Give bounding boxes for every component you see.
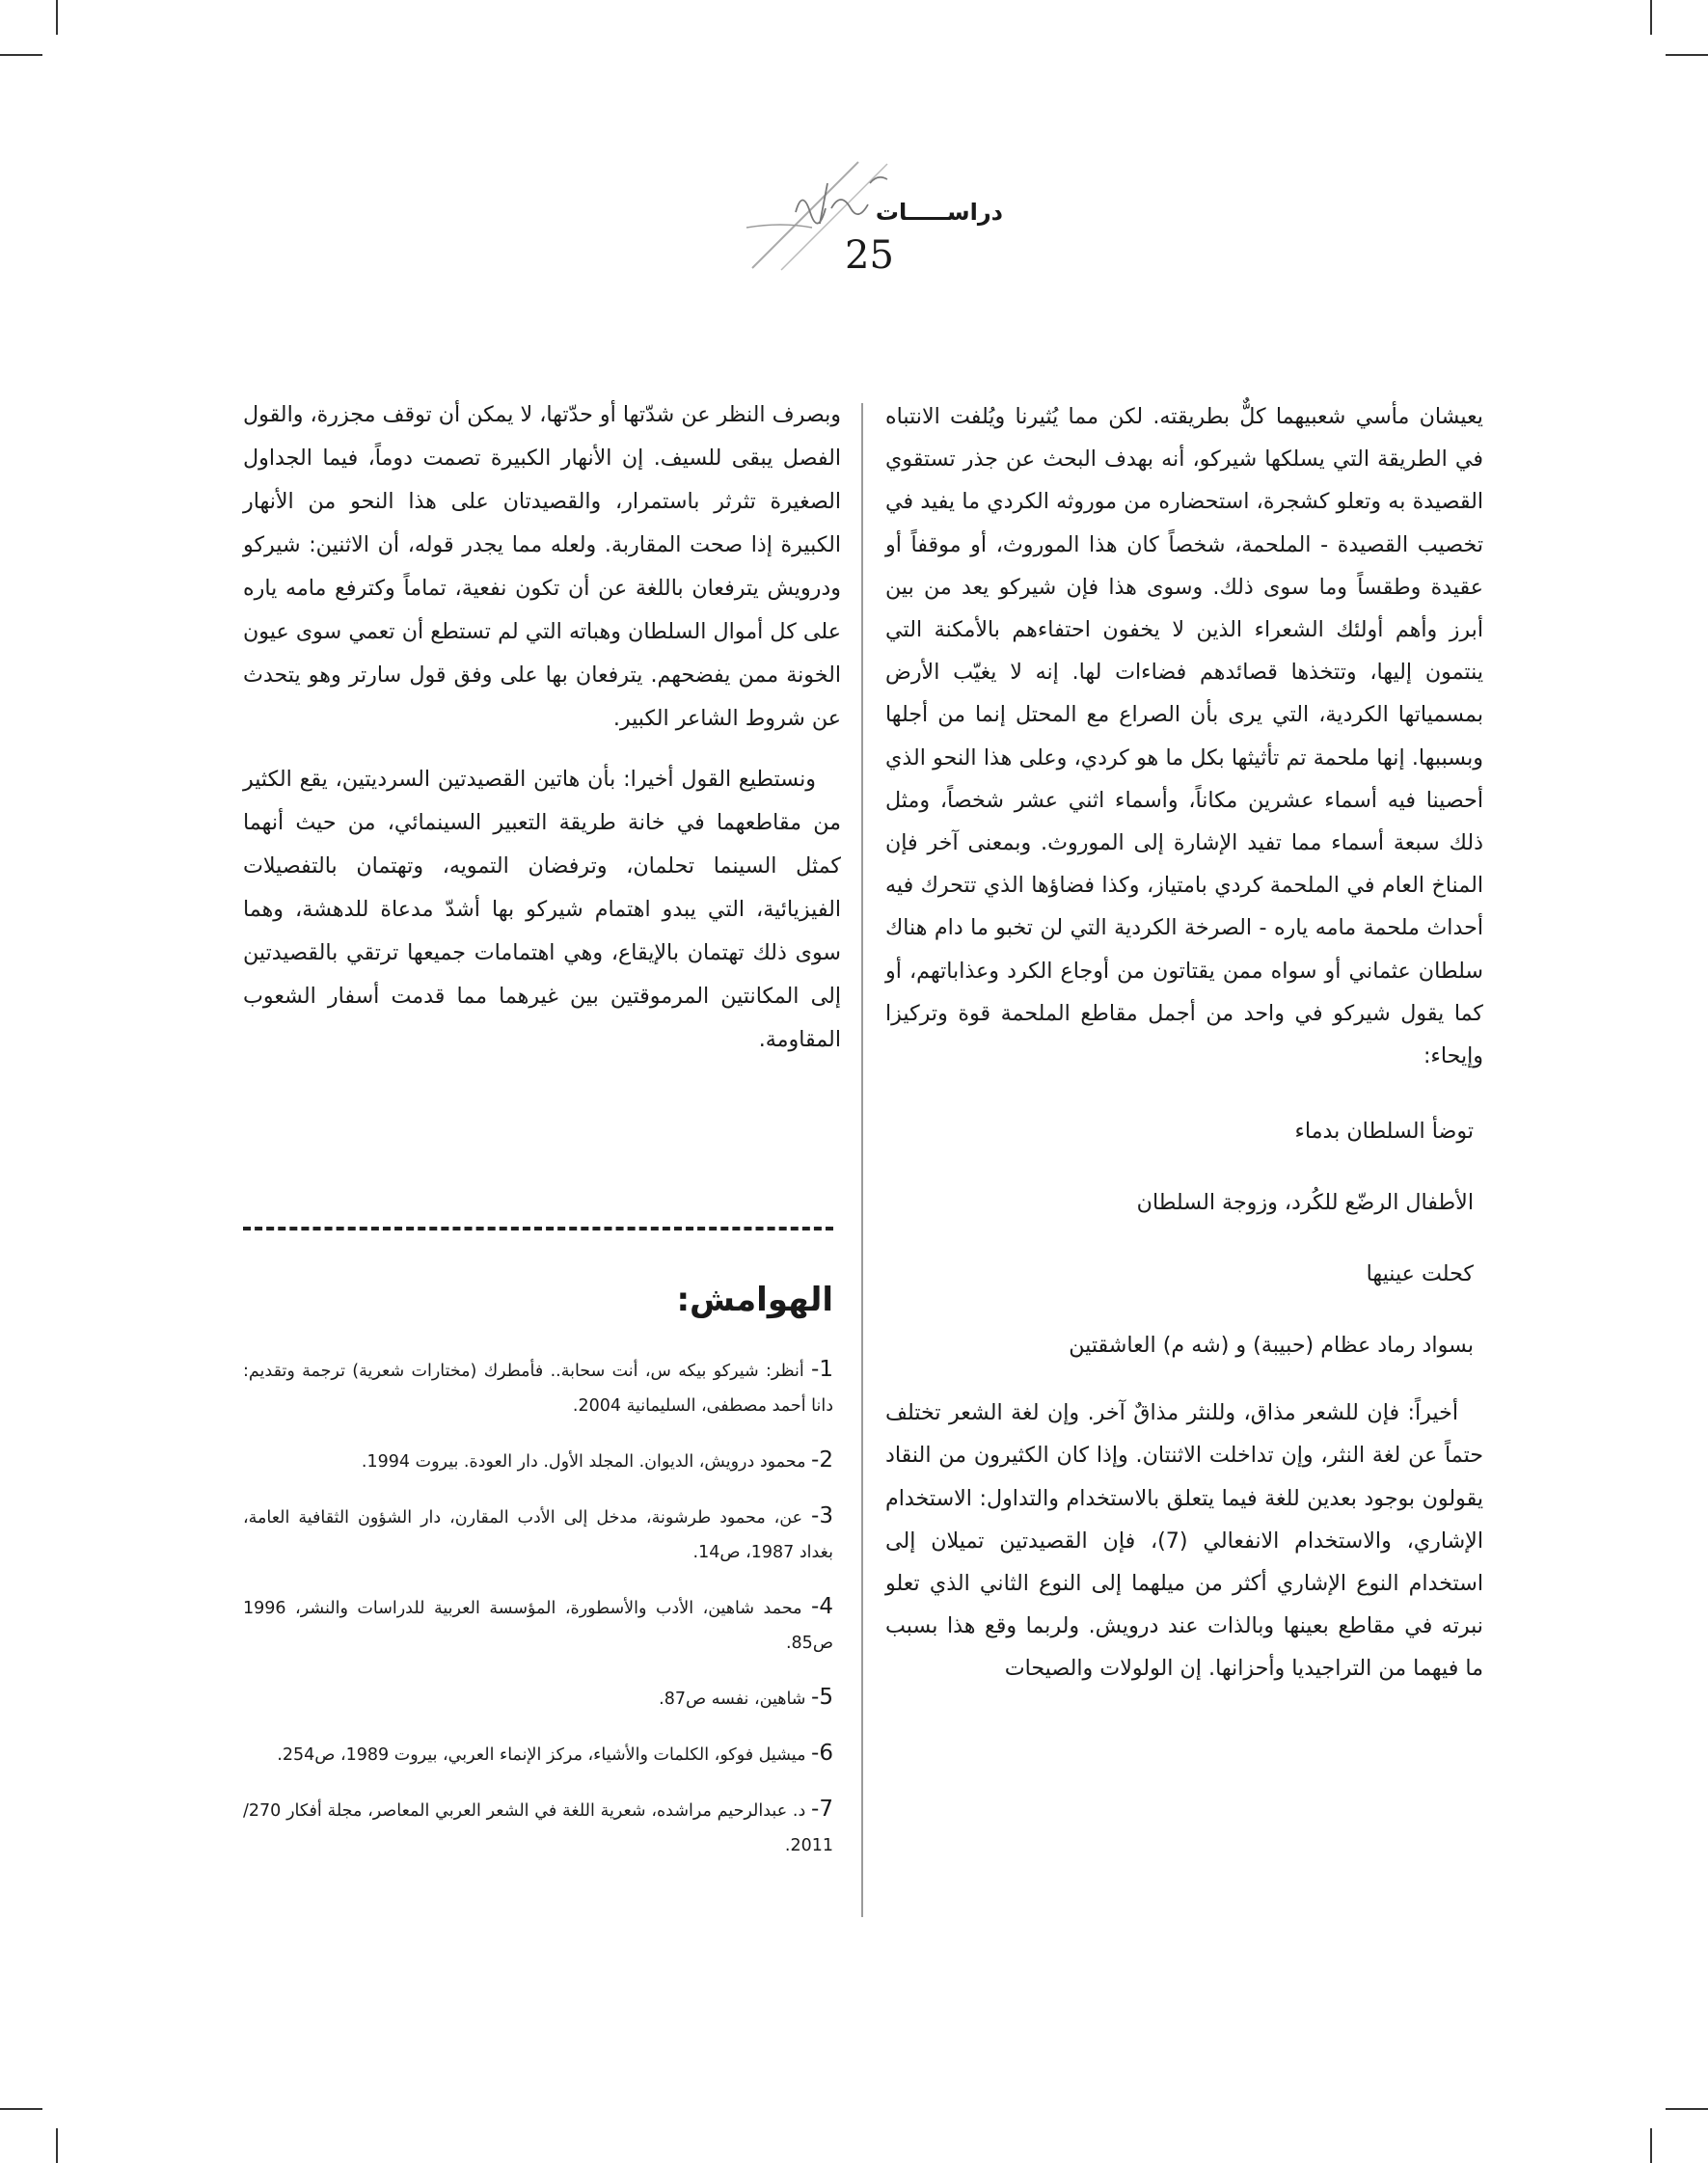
footnote [243, 1589, 833, 1661]
footnote-text: شاهين، نفسه ص87. [659, 1690, 806, 1709]
crop-mark [56, 2128, 58, 2163]
poem-line: كحلت عينيها [1366, 1261, 1474, 1287]
footnote-number: 4- [811, 1594, 833, 1619]
crop-mark [0, 54, 42, 56]
body-paragraph: أخيراً: فإن للشعر مذاق، وللنثر مذاقٌ آخر. وإن لغة الشعر تختلف حتماً عن لغة النثر، وإن تداخلت الاثنتان. وإذا كان الكثيرون من النقاد يقولون بوجود بعدين للغة فيما يتعلق بالاستخدام والتداول: الاستخدام الإشاري، والاستخدام الانفعالي (7)، فإن القصيدتين تميلان إلى استخدام النوع الإشاري أكثر من ميلهما إلى النوع الثاني الذي تعلو نبرته في مقاطع بعينها وبالذات عند درويش. ولربما وقع هذا بسبب ما فيهما من التراجيديا وأحزانها. إن الولولات والصيحات [885, 1400, 1483, 1682]
poem-line: بسواد رماد عظام (حبيبة) و (شه م) العاشقتين [1069, 1333, 1474, 1359]
right-column [885, 395, 1483, 1690]
body-paragraph: يعيشان مأسي شعبيهما كلٌّ بطريقته. لكن مما يُثيرنا ويُلفت الانتباه في الطريقة التي يسلكها شيركو، أنه بهدف البحث عن جذر تستقوي القصيدة به وتعلو كشجرة، استحضاره من موروثه الكردي ما يفيد في تخصيب القصيدة - الملحمة، شخصاً كان هذا الموروث، أو موقفاً أو عقيدة وطقساً وما سوى ذلك. وسوى هذا فإن شيركو يعد من بين أبرز وأهم أولئك الشعراء الذين لا يخفون احتفاءهم بالأمكنة التي ينتمون إليها، وتتخذها قصائدهم فضاءات لها. إنه لا يغيّب الأرض بمسمياتها الكردية، التي يرى بأن الصراع مع المحتل إنما من أجلها وبسببها. إنها ملحمة تم تأثيثها بكل ما هو كردي، وعلى هذا النحو الذي أحصينا فيه أسماء عشرين مكاناً، وأسماء اثني عشر شخصاً، ومثل ذلك سبعة أسماء مما تفيد الإشارة إلى الموروث. وبمعنى آخر فإن المناخ العام في الملحمة كردي بامتياز، وكذا فضاؤها الذي تتحرك فيه أحداث ملحمة مامه ياره - الصرخة الكردية التي لن تخبو ما دام هناك سلطان عثماني أو سواه ممن يقتاتون من أوجاع الكرد وعذاباتهم، أو كما يقول شيركو في واحد من أجمل مقاطع الملحمة قوة وتركيزا وإيحاء: [885, 404, 1483, 1069]
crop-mark [1650, 2128, 1652, 2163]
body-paragraph: وبصرف النظر عن شدّتها أو حدّتها، لا يمكن أن توقف مجزرة، والقول الفصل يبقى للسيف. إن الأنهار الكبيرة تصمت دوماً، فيما الجداول الصغيرة تثرثر باستمرار، والقصيدتان على هذا النحو من الأنهار الكبيرة إذا صحت المقاربة. ولعله مما يجدر قوله، أن الاثنين: شيركو ودرويش يترفعان باللغة عن أن تكون نفعية، تماماً وكترفع مامه ياره على كل أموال السلطان وهباته التي لم تستطع أن تعمي سوى عيون الخونة ممن يفضحهم. يترفعان بها على وفق قول سارتر وهو يتحدث عن شروط الشاعر الكبير. [243, 402, 841, 731]
footnote [243, 1792, 833, 1863]
footnote-text: أنظر: شيركو بيكه س، أنت سحابة.. فأمطرك (مختارات شعرية) ترجمة وتقديم: دانا أحمد مصطفى، السليمانية 2004. [243, 1362, 833, 1416]
section-label: دراســـــات [875, 199, 1003, 226]
footnote [243, 1680, 833, 1717]
column-divider [861, 403, 863, 1917]
footnotes-list [243, 1352, 833, 1882]
crop-mark [1666, 54, 1708, 56]
crop-mark [0, 2108, 42, 2110]
footnote [243, 1443, 833, 1479]
footnote [243, 1499, 833, 1570]
footnote-text: محمد شاهين، الأدب والأسطورة، المؤسسة العربية للدراسات والنشر، 1996 ص85. [243, 1599, 833, 1653]
notes-title: الهوامش: [676, 1281, 833, 1319]
crop-mark [1666, 2108, 1708, 2110]
page-header [675, 145, 1003, 280]
footnote [243, 1352, 833, 1423]
footnote-text: ميشيل فوكو، الكلمات والأشياء، مركز الإنماء العربي، بيروت 1989، ص254. [277, 1745, 806, 1765]
footnote-text: محمود درويش، الديوان. المجلد الأول. دار العودة. بيروت 1994. [361, 1452, 806, 1472]
notes-separator [243, 1227, 833, 1230]
footnote-number: 3- [811, 1503, 833, 1528]
poem-excerpt [885, 1096, 1483, 1382]
footnote-number: 7- [811, 1797, 833, 1822]
footnote [243, 1736, 833, 1772]
footnote-number: 5- [811, 1685, 833, 1710]
footnote-number: 1- [811, 1357, 833, 1382]
left-column [243, 393, 841, 1062]
crop-mark [1650, 0, 1652, 35]
footnote-number: 6- [811, 1741, 833, 1766]
crop-mark [56, 0, 58, 35]
footnote-text: د. عبدالرحيم مراشده، شعرية اللغة في الشعر العربي المعاصر، مجلة أفكار 270/ 2011. [243, 1801, 833, 1855]
footnote-number: 2- [811, 1447, 833, 1473]
poem-line: الأطفال الرضّع للكُرد، وزوجة السلطان [1136, 1190, 1474, 1216]
page-number: 25 [845, 233, 894, 278]
body-paragraph: ونستطيع القول أخيرا: بأن هاتين القصيدتين السرديتين، يقع الكثير من مقاطعهما في خانة طريقة التعبير السينمائي، من حيث أنهما كمثل السينما تحلمان، وترفضان التمويه، وتهتمان بالتفصيلات الفيزيائية، التي يبدو اهتمام شيركو بها أشدّ مدعاة للدهشة، وهما سوى ذلك تهتمان بالإيقاع، وهي اهتمامات جميعها ترتقي بالقصيدتين إلى المكانتين المرموقتين بين غيرهما مما قدمت أسفار الشعوب المقاومة. [243, 767, 841, 1052]
footnote-text: عن، محمود طرشونة، مدخل إلى الأدب المقارن، دار الشؤون الثقافية العامة، بغداد 1987، ص14. [243, 1508, 833, 1562]
poem-line: توضأ السلطان بدماء [1294, 1119, 1474, 1145]
